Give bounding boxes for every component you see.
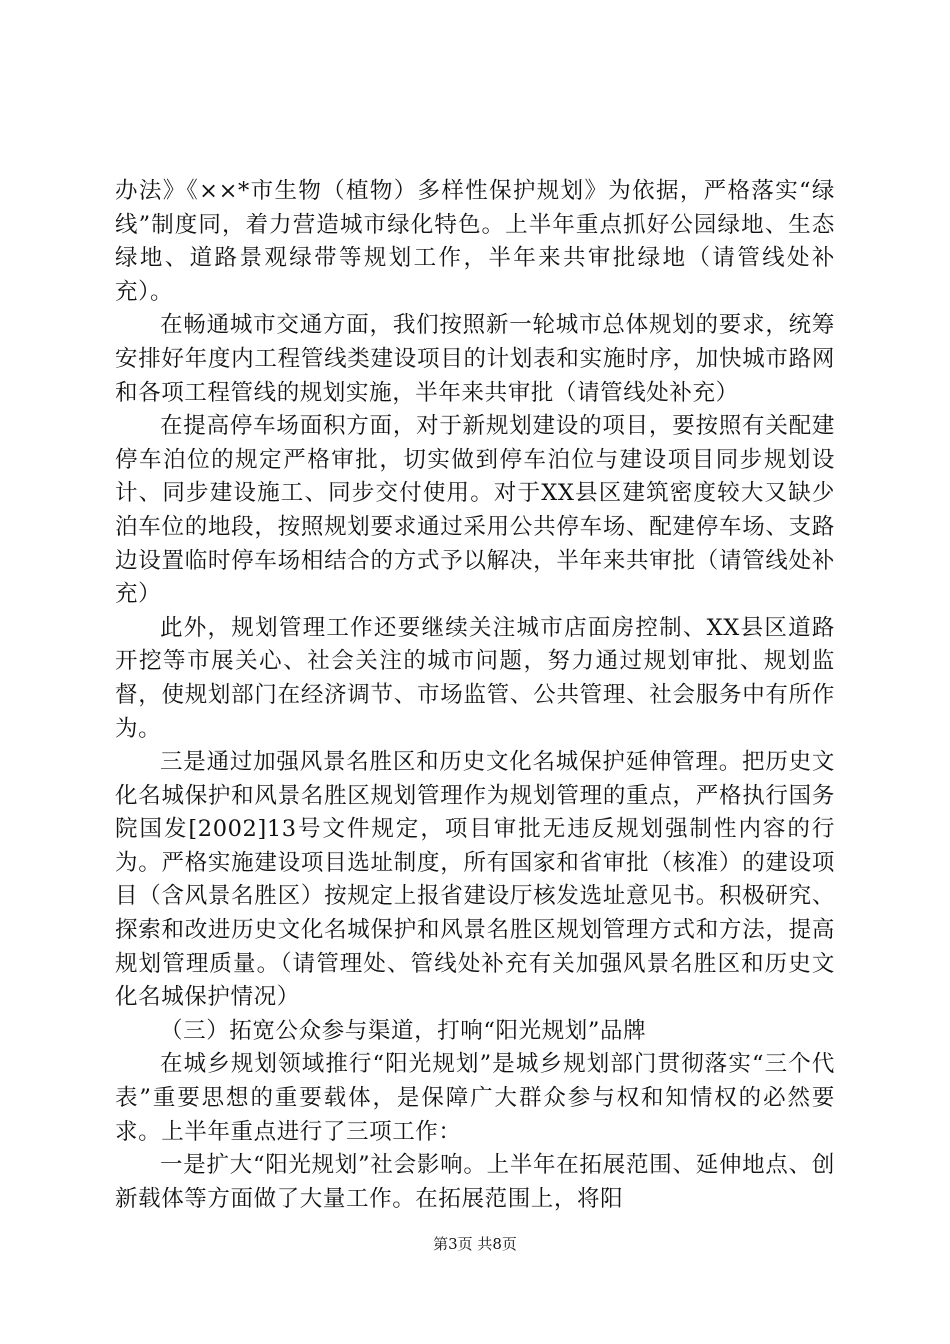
document-body (115, 175, 835, 1216)
section-heading: （三）拓宽公众参与渠道，打响“阳光规划”品牌 (160, 1017, 647, 1044)
paragraph-6: 在城乡规划领域推行“阳光规划”是城乡规划部门贯彻落实“三个代表”重要思想的重要载体，是保障广大群众参与权和知情权的必然要求。上半年重点进行了三项工作： (115, 1051, 835, 1145)
paragraph-3: 在提高停车场面积方面，对于新规划建设的项目，要按照有关配建停车泊位的规定严格审批，切实做到停车泊位与建设项目同步规划设计、同步建设施工、同步交付使用。对于XX县区建筑密度较大又缺少泊车位的地段，按照规划要求通过采用公共停车场、配建停车场、支路边设置临时停车场相结合的方式予以解决，半年来共审批（请管线处补充） (115, 413, 835, 608)
paragraph-2: 在畅通城市交通方面，我们按照新一轮城市总体规划的要求，统筹安排好年度内工程管线类建设项目的计划表和实施时序，加快城市路网和各项工程管线的规划实施，半年来共审批（请管线处补充） (115, 312, 835, 406)
paragraph-5: 三是通过加强风景名胜区和历史文化名城保护延伸管理。把历史文化名城保护和风景名胜区规划管理作为规划管理的重点，严格执行国务院国发[2002]13号文件规定，项目审批无违反规划强制性内容的行为。严格实施建设项目选址制度，所有国家和省审批（核准）的建设项目（含风景名胜区）按规定上报省建设厅核发选址意见书。积极研究、探索和改进历史文化名城保护和风景名胜区规划管理方式和方法，提高规划管理质量。（请管理处、管线处补充有关加强风景名胜区和历史文化名城保护情况） (115, 749, 835, 1011)
page-number-footer: 第3页 共8页 (433, 1235, 517, 1253)
paragraph-7: 一是扩大“阳光规划”社会影响。上半年在拓展范围、延伸地点、创新载体等方面做了大量工作。在拓展范围上，将阳 (115, 1152, 835, 1212)
paragraph-4: 此外，规划管理工作还要继续关注城市店面房控制、XX县区道路开挖等市展关心、社会关注的城市问题，努力通过规划审批、规划监督，使规划部门在经济调节、市场监管、公共管理、社会服务中有所作为。 (115, 614, 835, 742)
paragraph-1: 办法》《××*市生物（植物）多样性保护规划》为依据，严格落实“绿线”制度同，着力营造城市绿化特色。上半年重点抓好公园绿地、生态绿地、道路景观绿带等规划工作，半年来共审批绿地（请管线处补充）。 (115, 178, 835, 305)
